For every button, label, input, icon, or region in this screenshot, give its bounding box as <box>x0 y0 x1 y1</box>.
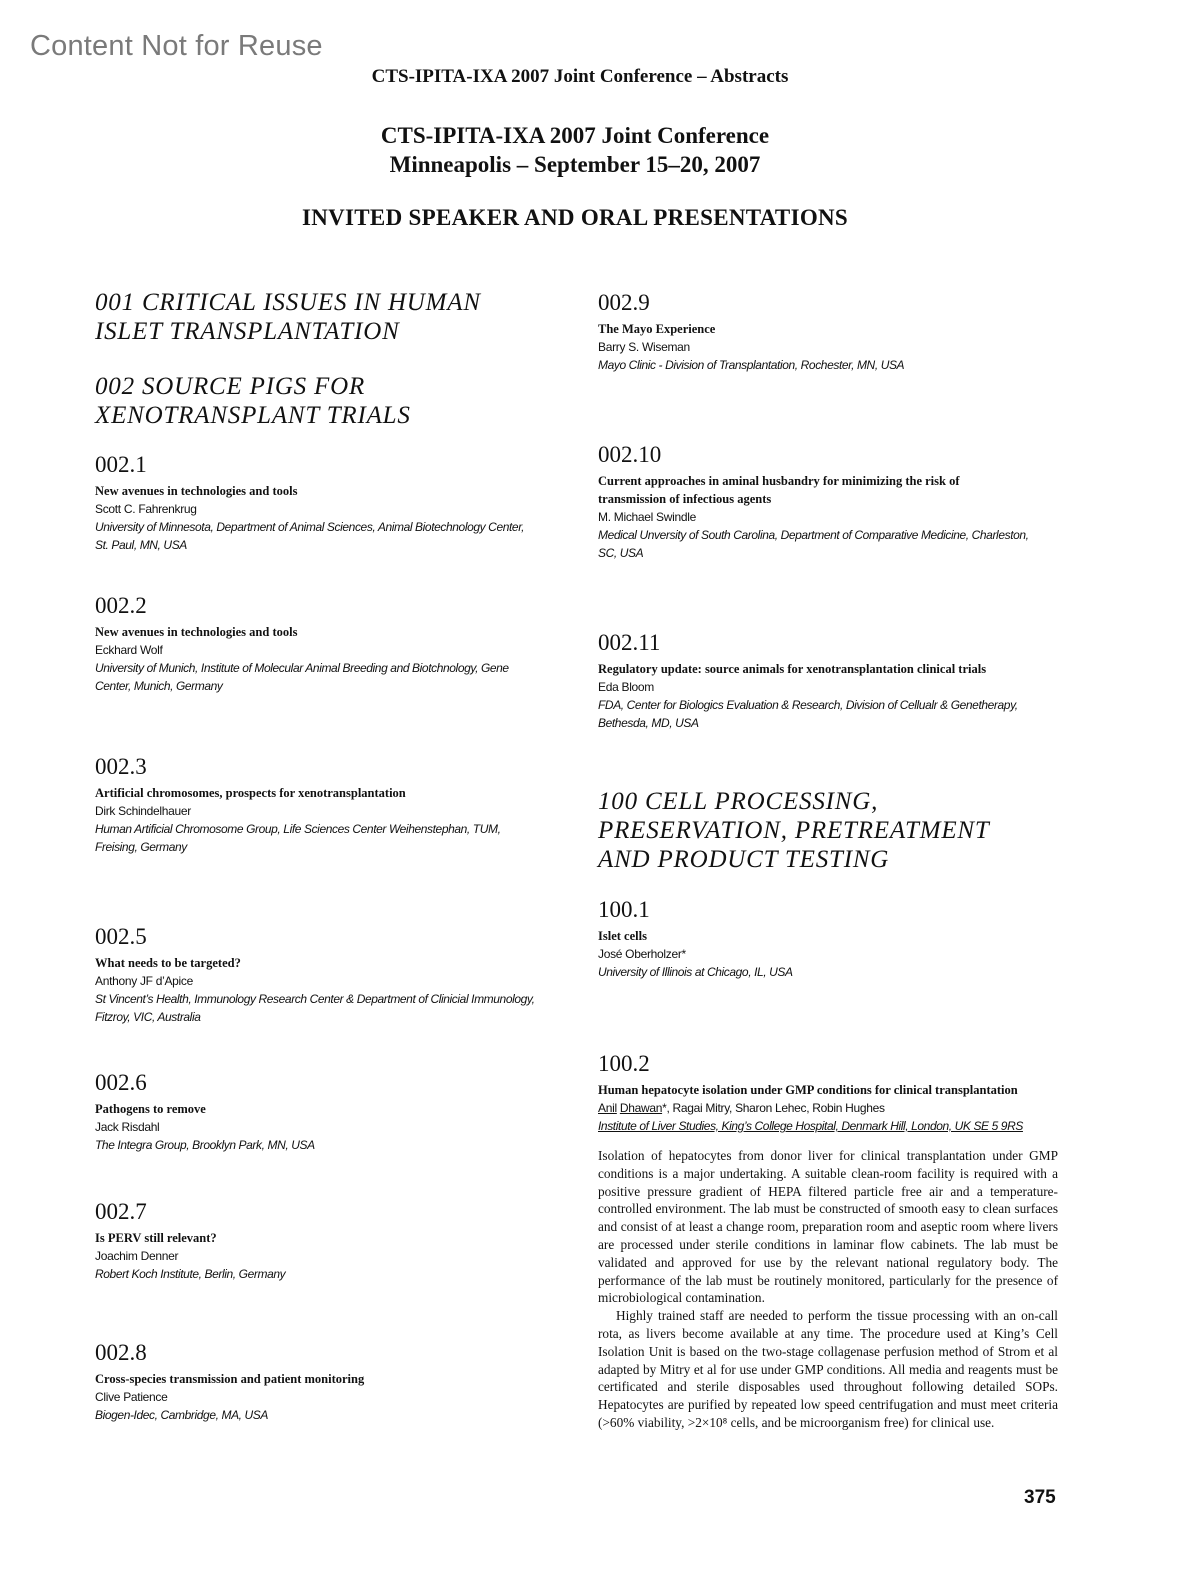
abstract-number: 002.5 <box>95 924 147 949</box>
abstract-title: The Mayo Experience <box>598 322 716 336</box>
abstract-100-2 <box>598 1051 1058 1432</box>
abstract-number: 100.2 <box>598 1051 650 1076</box>
abstract-title: Cross-species transmission and patient monitoring <box>95 1372 365 1386</box>
session-title-line: AND PRODUCT TESTING <box>598 846 890 873</box>
affiliation-line: Human Artificial Chromosome Group, Life Sciences Center Weihenstephan, TUM, <box>95 822 501 836</box>
page-number: 375 <box>1024 1487 1056 1508</box>
abstract-number: 002.6 <box>95 1070 147 1095</box>
abstract-002-3 <box>95 754 565 856</box>
session-title-line: 001 CRITICAL ISSUES IN HUMAN <box>95 289 481 316</box>
title-line: transmission of infectious agents <box>598 492 772 506</box>
body-paragraph: Isolation of hepatocytes from donor liver for clinical transplantation under GMP conditions is a major undertaking. A suitable clean-room facility is required with a positive pressure gradient of HEPA filtered particle free air and a temperature-controlled environment. The lab must be constructed of smooth easy to clean surfaces and consist of at least a change room, preparation room and aseptic room where livers are processed under sterile conditions in laminar flow cabinets. The lab must be validated and approved for use by the relevant national regulatory body. The performance of the lab must be routinely monitored, particularly for the presence of microbiological contamination. <box>598 1148 1058 1306</box>
session-heading-002 <box>95 372 565 430</box>
abstract-title: New avenues in technologies and tools <box>95 625 298 639</box>
affiliation-line: St. Paul, MN, USA <box>95 538 187 552</box>
abstract-affiliation: University of Illinois at Chicago, IL, USA <box>598 965 793 979</box>
abstract-title: Artificial chromosomes, prospects for xenotransplantation <box>95 786 406 800</box>
abstract-affiliation <box>95 659 565 695</box>
abstract-title: Islet cells <box>598 929 647 943</box>
title-line: Current approaches in aminal husbandry for minimizing the risk of <box>598 474 960 488</box>
presenting-author-last-name: Dhawan <box>619 1101 663 1115</box>
abstract-affiliation <box>95 990 565 1026</box>
affiliation-line: Fitzroy, VIC, Australia <box>95 1010 201 1024</box>
abstract-affiliation: Institute of Liver Studies, King’s College Hospital, Denmark Hill, London, UK SE 5 9RS <box>598 1119 1023 1133</box>
session-title-line: PRESERVATION, PRETREATMENT <box>598 817 990 844</box>
abstract-body <box>598 1147 1058 1432</box>
abstract-affiliation <box>598 526 1058 562</box>
abstract-002-5 <box>95 924 565 1026</box>
abstract-authors: Joachim Denner <box>95 1249 179 1263</box>
abstract-number: 100.1 <box>598 897 650 922</box>
abstract-title: Is PERV still relevant? <box>95 1231 217 1245</box>
abstract-title: Regulatory update: source animals for xenotransplantation clinical trials <box>598 662 987 676</box>
abstract-number: 002.1 <box>95 452 147 477</box>
watermark: Content Not for Reuse <box>30 30 323 62</box>
left-column <box>95 284 565 1444</box>
running-head: CTS-IPITA-IXA 2007 Joint Conference – Abstracts <box>371 66 789 87</box>
body-paragraph: Highly trained staff are needed to perform the tissue processing with an on-call rota, as livers become available at any time. The procedure used at King’s Cell Isolation Unit is based on the two-stage collagenase perfusion method of Strom et al adapted by Mitry et al for use under GMP conditions. All media and reagents must be certificated and sterile disposables used throughout following detailed SOPs. Hepatocytes are purified by repeated low speed centrifugation and must meet criteria (>60% viability, >2×10⁸ cells, and be microorganism free) for clinical use. <box>598 1308 1058 1430</box>
abstract-authors: Jack Risdahl <box>95 1120 160 1134</box>
abstract-affiliation: Robert Koch Institute, Berlin, Germany <box>95 1267 286 1281</box>
abstract-authors: M. Michael Swindle <box>598 510 696 524</box>
abstract-authors: Dirk Schindelhauer <box>95 804 191 818</box>
conference-name: CTS-IPITA-IXA 2007 Joint Conference <box>380 123 770 148</box>
abstract-002-6 <box>95 1070 565 1154</box>
affiliation-line: University of Minnesota, Department of Animal Sciences, Animal Biotechnology Center, <box>95 520 525 534</box>
abstract-number: 002.8 <box>95 1340 147 1365</box>
abstract-title <box>598 472 1058 508</box>
session-heading-001 <box>95 288 565 346</box>
abstract-authors: Scott C. Fahrenkrug <box>95 502 197 516</box>
affiliation-line: FDA, Center for Biologics Evaluation & Research, Division of Cellualr & Genetherapy, <box>598 698 1018 712</box>
section-heading: INVITED SPEAKER AND ORAL PRESENTATIONS <box>301 205 849 230</box>
abstract-number: 002.2 <box>95 593 147 618</box>
presenting-author-first-name: Anil <box>598 1101 617 1115</box>
abstract-authors: Eda Bloom <box>598 680 654 694</box>
abstract-title: What needs to be targeted? <box>95 956 241 970</box>
abstract-affiliation: The Integra Group, Brooklyn Park, MN, USA <box>95 1138 315 1152</box>
abstract-affiliation <box>95 518 565 554</box>
session-title-line: 100 CELL PROCESSING, <box>598 788 879 815</box>
abstract-002-8 <box>95 1340 565 1424</box>
abstract-authors: Anthony JF d’Apice <box>95 974 193 988</box>
abstract-affiliation: Mayo Clinic - Division of Transplantation, Rochester, MN, USA <box>598 358 905 372</box>
conference-title <box>0 121 1150 179</box>
session-title-line: 002 SOURCE PIGS FOR <box>95 373 366 400</box>
abstract-number: 002.10 <box>598 442 662 467</box>
abstract-title: Pathogens to remove <box>95 1102 206 1116</box>
session-heading-100 <box>598 787 1058 874</box>
affiliation-line: Medical Unversity of South Carolina, Department of Comparative Medicine, Charleston, <box>598 528 1029 542</box>
affiliation-line: St Vincent’s Health, Immunology Research Center & Department of Clinicial Immunology, <box>95 992 535 1006</box>
abstract-affiliation <box>598 696 1058 732</box>
abstract-authors <box>598 1099 1058 1117</box>
abstract-002-2 <box>95 593 565 695</box>
affiliation-line: Freising, Germany <box>95 840 187 854</box>
abstract-authors: José Oberholzer* <box>598 947 686 961</box>
affiliation-line: Bethesda, MD, USA <box>598 716 699 730</box>
abstract-002-7 <box>95 1199 565 1283</box>
abstract-number: 002.7 <box>95 1199 147 1224</box>
abstract-authors: Barry S. Wiseman <box>598 340 690 354</box>
affiliation-line: SC, USA <box>598 546 644 560</box>
conference-location-dates: Minneapolis – September 15–20, 2007 <box>389 152 761 177</box>
abstract-affiliation <box>95 820 565 856</box>
abstract-authors: Clive Patience <box>95 1390 168 1404</box>
abstract-number: 002.9 <box>598 290 650 315</box>
session-title-line: ISLET TRANSPLANTATION <box>95 318 400 345</box>
abstract-number: 002.11 <box>598 630 661 655</box>
right-column <box>598 284 1058 1464</box>
abstract-002-11 <box>598 630 1058 732</box>
abstract-100-1 <box>598 897 1058 981</box>
abstract-authors: Eckhard Wolf <box>95 643 163 657</box>
abstract-number: 002.3 <box>95 754 147 779</box>
affiliation-line: Center, Munich, Germany <box>95 679 223 693</box>
abstract-title: Human hepatocyte isolation under GMP conditions for clinical transplantation <box>598 1083 1018 1097</box>
abstract-002-9 <box>598 290 1058 374</box>
abstract-002-10 <box>598 442 1058 562</box>
abstract-title: New avenues in technologies and tools <box>95 484 298 498</box>
abstract-002-1 <box>95 452 565 554</box>
session-title-line: XENOTRANSPLANT TRIALS <box>95 402 411 429</box>
co-authors: *, Ragai Mitry, Sharon Lehec, Robin Hughes <box>662 1101 885 1115</box>
abstract-affiliation: Biogen-Idec, Cambridge, MA, USA <box>95 1408 269 1422</box>
affiliation-line: University of Munich, Institute of Molecular Animal Breeding and Biotchnology, Gene <box>95 661 509 675</box>
